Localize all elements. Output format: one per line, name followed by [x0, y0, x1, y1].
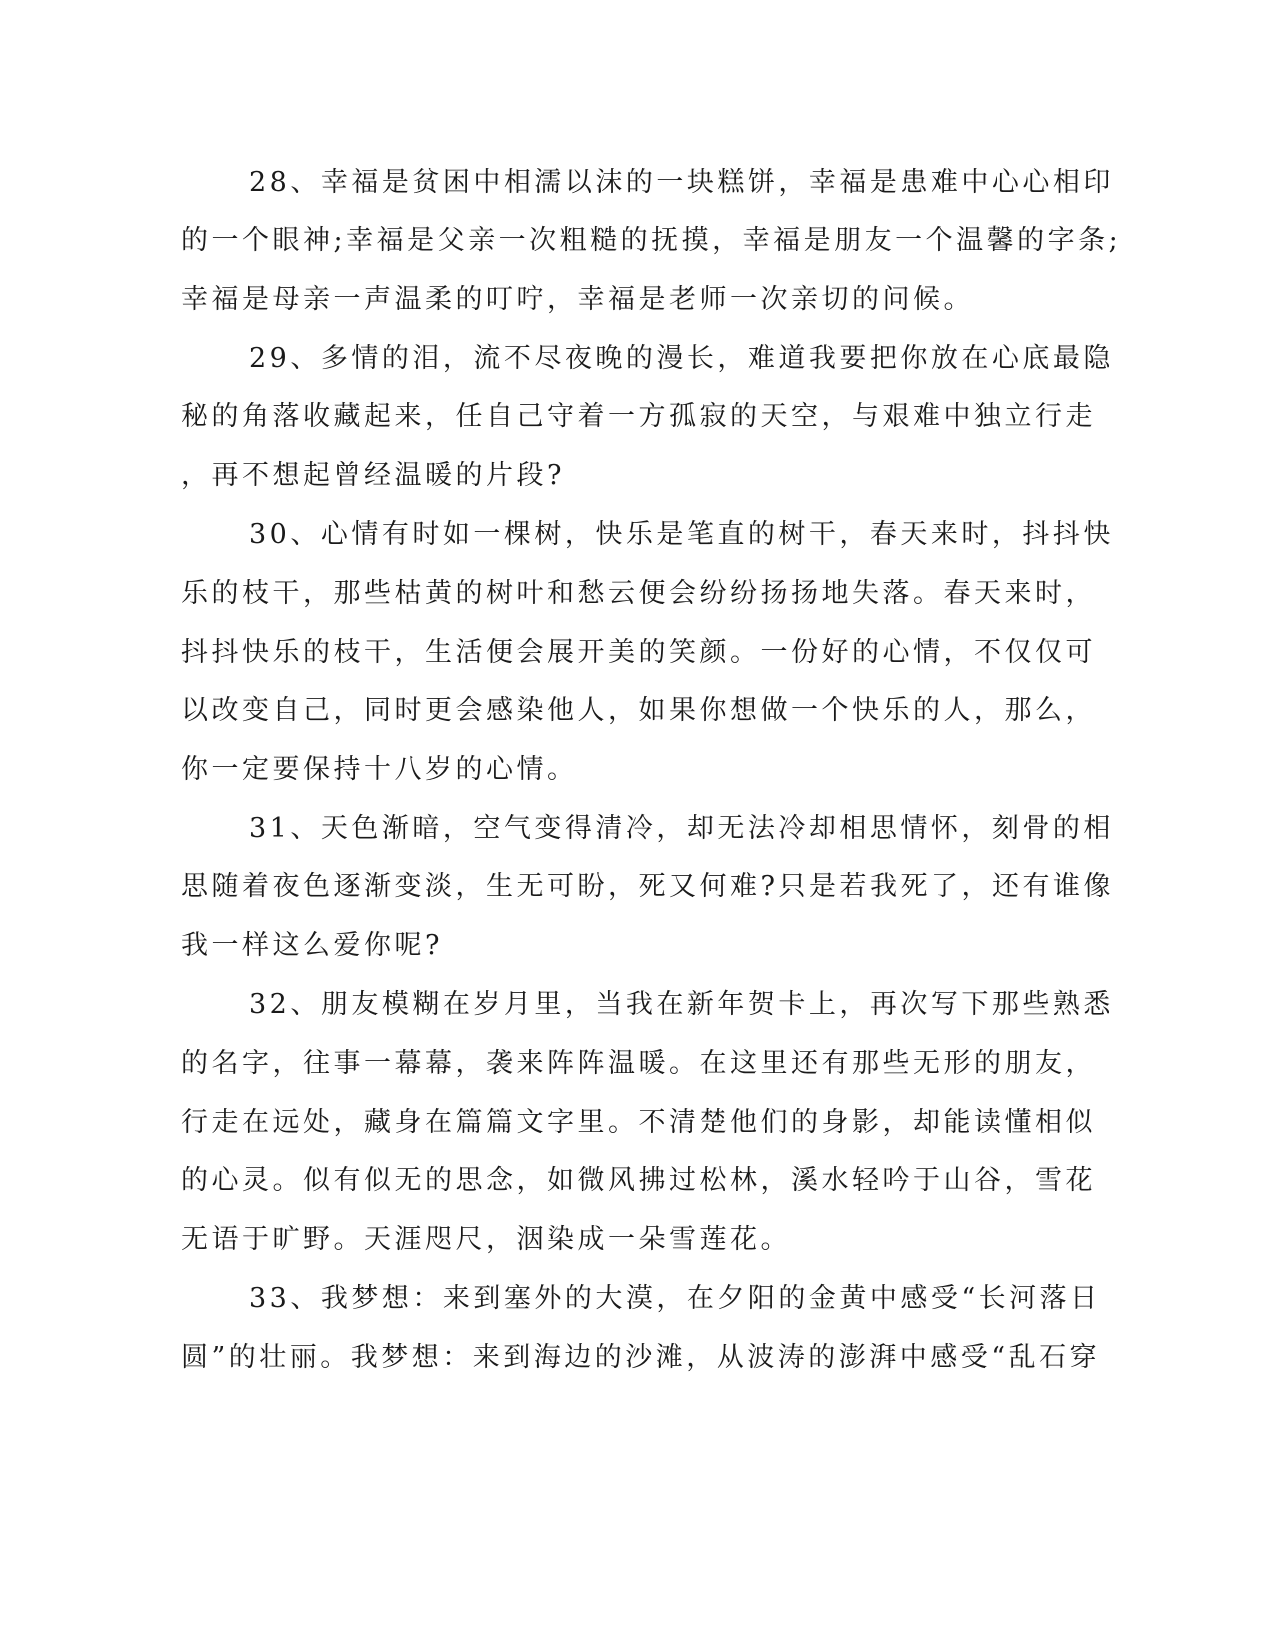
paragraph-28-line-2: 的一个眼神;幸福是父亲一次粗糙的抚摸，幸福是朋友一个温馨的字条; [181, 225, 1122, 256]
paragraph-30-line-1: 30、心情有时如一棵树，快乐是笔直的树干，春天来时，抖抖快 [249, 519, 1114, 550]
paragraph-31-line-2: 思随着夜色逐渐变淡，生无可盼，死又何难?只是若我死了，还有谁像 [181, 871, 1114, 902]
paragraph-32-line-4: 的心灵。似有似无的思念，如微风拂过松林，溪水轻吟于山谷，雪花 [181, 1165, 1096, 1196]
paragraph-32-line-5: 无语于旷野。天涯咫尺，洇染成一朵雪莲花。 [181, 1224, 791, 1255]
paragraph-29-line-1: 29、多情的泪，流不尽夜晚的漫长，难道我要把你放在心底最隐 [249, 343, 1114, 374]
paragraph-33-line-1: 33、我梦想：来到塞外的大漠，在夕阳的金黄中感受“长河落日 [249, 1283, 1101, 1314]
paragraph-30-line-2: 乐的枝干，那些枯黄的树叶和愁云便会纷纷扬扬地失落。春天来时， [181, 578, 1096, 609]
paragraph-29-line-2: 秘的角落收藏起来，任自己守着一方孤寂的天空，与艰难中独立行走 [181, 401, 1096, 432]
paragraph-32-line-3: 行走在远处，藏身在篇篇文字里。不清楚他们的身影，却能读懂相似 [181, 1107, 1096, 1138]
paragraph-30-line-5: 你一定要保持十八岁的心情。 [181, 754, 578, 785]
paragraph-28-line-3: 幸福是母亲一声温柔的叮咛，幸福是老师一次亲切的问候。 [181, 284, 974, 315]
paragraph-32-line-1: 32、朋友模糊在岁月里，当我在新年贺卡上，再次写下那些熟悉 [249, 989, 1114, 1020]
paragraph-31-line-1: 31、天色渐暗，空气变得清冷，却无法冷却相思情怀，刻骨的相 [249, 813, 1114, 844]
paragraph-31-line-3: 我一样这么爱你呢? [181, 930, 443, 961]
paragraph-28-line-1: 28、幸福是贫困中相濡以沫的一块糕饼，幸福是患难中心心相印 [249, 167, 1114, 198]
paragraph-30-line-3: 抖抖快乐的枝干，生活便会展开美的笑颜。一份好的心情，不仅仅可 [181, 637, 1096, 668]
paragraph-33-line-2: 圆”的壮丽。我梦想：来到海边的沙滩，从波涛的澎湃中感受“乱石穿 [181, 1342, 1101, 1373]
paragraph-30-line-4: 以改变自己，同时更会感染他人，如果你想做一个快乐的人，那么， [181, 695, 1096, 726]
paragraph-29-line-3: ，再不想起曾经温暖的片段? [181, 460, 565, 491]
paragraph-32-line-2: 的名字，往事一幕幕，袭来阵阵温暖。在这里还有那些无形的朋友， [181, 1048, 1096, 1079]
